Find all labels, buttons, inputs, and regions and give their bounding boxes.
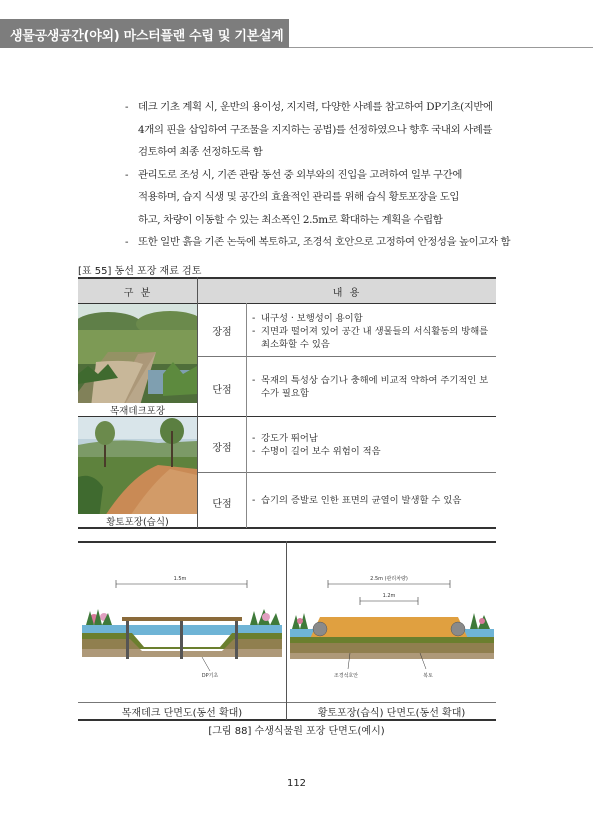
merit-item: 강도가 뛰어남 — [261, 433, 318, 444]
deck-photo — [78, 304, 197, 416]
clay-photo — [78, 417, 197, 527]
bullet-line: 관리도로 조성 시, 기존 관람 동선 중 외부와의 진입을 고려하여 일부 구간에 — [138, 168, 462, 181]
deck-merit-text — [252, 312, 492, 351]
bullet-list — [125, 96, 520, 254]
table-caption: [표 55] 동선 포장 재료 검토 — [78, 266, 202, 277]
clay-path-image — [78, 417, 197, 527]
dash-marker: - — [125, 236, 129, 248]
bullet-line: 4개의 핀을 삽입하여 구조물을 지지하는 공법)를 선정하였으나 향후 국내외 사례를 — [138, 123, 493, 136]
deck-demerit-label: 단점 — [212, 385, 232, 396]
figure-bottom-rule — [78, 719, 496, 721]
header-category: 구 분 — [123, 288, 153, 299]
backfill-label: 복토 — [423, 673, 433, 679]
deck-drawing-caption: 목재데크 단면도(동선 확대) — [121, 708, 243, 719]
header-rule — [289, 47, 593, 48]
deck-demerit-text — [252, 374, 492, 400]
figure-caption-rule — [78, 702, 496, 703]
figure-top-rule — [78, 541, 496, 543]
list-item: - 목재의 특성상 습기나 충해에 비교적 약하여 주기적인 보수가 필요함 — [252, 375, 489, 399]
merit-item: 내구성 · 보행성이 용이함 — [261, 313, 363, 324]
deck-section-drawing — [82, 567, 282, 679]
table-top-rule — [78, 277, 496, 279]
clay-demerit-label: 단점 — [212, 499, 232, 510]
column-divider — [197, 277, 198, 528]
dash-marker: - — [125, 168, 129, 181]
deck-width-label: 1.5m — [173, 576, 187, 582]
document-title: 생물공생공간(야외) 마스터플랜 수립 및 기본설계 — [10, 29, 284, 44]
stone-revetment-label: 조경석호안 — [333, 673, 359, 679]
column-divider — [246, 303, 247, 528]
page-number: 112 — [286, 778, 307, 789]
bullet-line: 하고, 차량이 이동할 수 있는 최소폭인 2.5m로 확대하는 계획을 수립함 — [138, 213, 443, 226]
figure-divider — [286, 541, 287, 720]
clay-section-drawing — [290, 567, 494, 679]
demerit-item: 목재의 특성상 습기나 충해에 비교적 약하여 주기적인 보수가 필요함 — [261, 375, 489, 399]
dash-marker: - — [125, 101, 129, 113]
boardwalk-image — [78, 304, 197, 416]
demerit-item: 습기의 증발로 인한 표면의 균열이 발생할 수 있음 — [261, 495, 462, 506]
section-figure — [78, 541, 496, 720]
clay-drawing-caption: 황토포장(습식) 단면도(동선 확대) — [317, 708, 466, 719]
bullet-line: 데크 기초 계획 시, 운반의 용이성, 지지력, 다양한 사례를 참고하여 DP기초(지반에 — [138, 101, 493, 113]
row-divider — [198, 472, 496, 473]
bullet-item — [125, 164, 520, 232]
header-content: 내 용 — [332, 288, 362, 299]
list-item: - 습기의 증발로 인한 표면의 균열이 발생할 수 있음 — [252, 495, 462, 506]
list-item: - 수명이 길어 보수 위험이 적음 — [252, 446, 381, 457]
deck-photo-label: 목재데크포장 — [78, 403, 197, 416]
header-bar — [0, 19, 289, 48]
foundation-label: DP기초 — [201, 673, 219, 679]
bullet-line: 검토하여 최종 선정하도록 함 — [138, 146, 263, 158]
clay-merit-text — [252, 432, 492, 458]
bullet-item — [125, 96, 520, 164]
bullet-item — [125, 231, 520, 254]
bullet-line: 또한 일반 흙을 기존 논둑에 복토하고, 조경석 호안으로 고정하여 안정성을 높이고자 함 — [138, 236, 511, 248]
figure-caption: [그림 88] 수생식물원 포장 단면도(예시) — [208, 726, 385, 737]
clay-demerit-text — [252, 494, 492, 507]
merit-item: 수명이 길어 보수 위험이 적음 — [261, 446, 381, 457]
table-bottom-rule — [78, 527, 496, 529]
deck-merit-label: 장점 — [212, 327, 232, 338]
clay-inner-width-label: 1.2m — [382, 593, 396, 599]
material-table — [78, 277, 496, 528]
list-item: - 내구성 · 보행성이 용이함 — [252, 313, 363, 324]
clay-merit-label: 장점 — [212, 443, 232, 454]
list-item: - 지면과 떨어져 있어 공간 내 생물들의 서식활동의 방해를 최소화할 수 있음 — [252, 326, 489, 350]
row-divider — [198, 356, 496, 357]
list-item: - 강도가 뛰어남 — [252, 433, 318, 444]
merit-item: 지면과 떨어져 있어 공간 내 생물들의 서식활동의 방해를 최소화할 수 있음 — [261, 326, 489, 350]
clay-total-width-label: 2.5m (관리차량) — [370, 576, 408, 582]
deck-board — [122, 617, 242, 621]
clay-photo-label: 황토포장(습식) — [78, 514, 197, 527]
bullet-line: 적용하며, 습지 식생 및 공간의 효율적인 관리를 위해 습식 황토포장을 도입 — [138, 191, 460, 203]
